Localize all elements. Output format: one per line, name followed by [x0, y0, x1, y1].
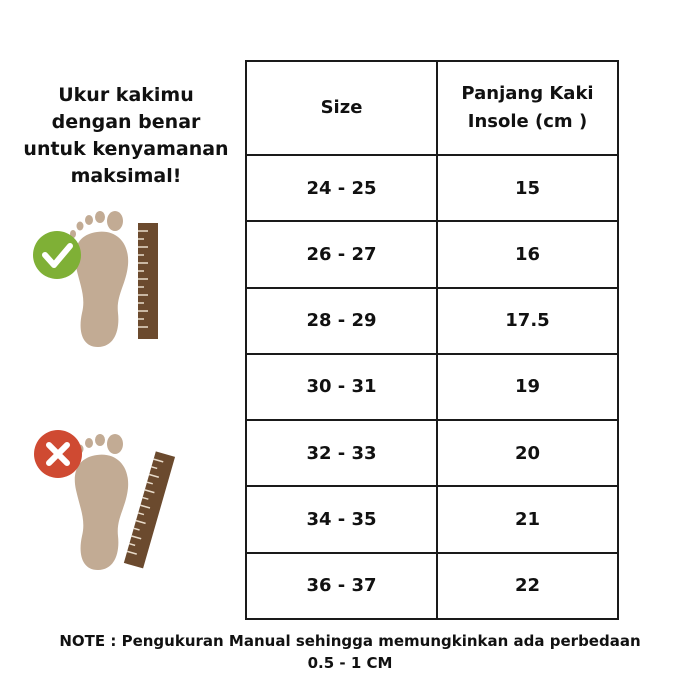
note-line: 0.5 - 1 CM: [307, 654, 393, 672]
size-chart-table: [245, 60, 619, 620]
measurement-note: [0, 630, 700, 674]
size-cell: 30 - 31: [246, 354, 437, 420]
check-circle-icon: [33, 231, 81, 279]
length-cell: 15: [437, 155, 618, 221]
ruler-icon: [124, 451, 175, 568]
size-cell: 36 - 37: [246, 553, 437, 619]
table-row: [246, 354, 618, 420]
length-cell: 22: [437, 553, 618, 619]
table-row: [246, 221, 618, 287]
length-cell: 20: [437, 420, 618, 486]
header-foot-length-line: Panjang Kaki: [461, 83, 594, 104]
headline-line: Ukur kakimu: [58, 84, 194, 106]
size-cell: 24 - 25: [246, 155, 437, 221]
correct-measurement-illustration: [30, 205, 170, 355]
footprint-icon: [70, 211, 128, 347]
table-row: [246, 288, 618, 354]
wrong-measurement-illustration: [30, 428, 180, 578]
header-foot-length: [437, 61, 618, 155]
headline: [10, 82, 242, 190]
table-row: [246, 486, 618, 552]
ruler-icon: [138, 223, 158, 339]
headline-line: untuk kenyamanan: [23, 138, 229, 160]
size-cell: 28 - 29: [246, 288, 437, 354]
size-cell: 32 - 33: [246, 420, 437, 486]
size-cell: 34 - 35: [246, 486, 437, 552]
note-line: NOTE : Pengukuran Manual sehingga memungkinkan ada perbedaan: [59, 632, 641, 650]
table-row: [246, 553, 618, 619]
headline-line: maksimal!: [70, 165, 182, 187]
table-header-row: [246, 61, 618, 155]
length-cell: 19: [437, 354, 618, 420]
length-cell: 17.5: [437, 288, 618, 354]
length-cell: 21: [437, 486, 618, 552]
header-foot-length-line: Insole (cm ): [467, 111, 588, 132]
table-row: [246, 155, 618, 221]
headline-line: dengan benar: [51, 111, 201, 133]
size-cell: 26 - 27: [246, 221, 437, 287]
x-circle-icon: [34, 430, 82, 478]
length-cell: 16: [437, 221, 618, 287]
header-size: Size: [246, 61, 437, 155]
table-row: [246, 420, 618, 486]
